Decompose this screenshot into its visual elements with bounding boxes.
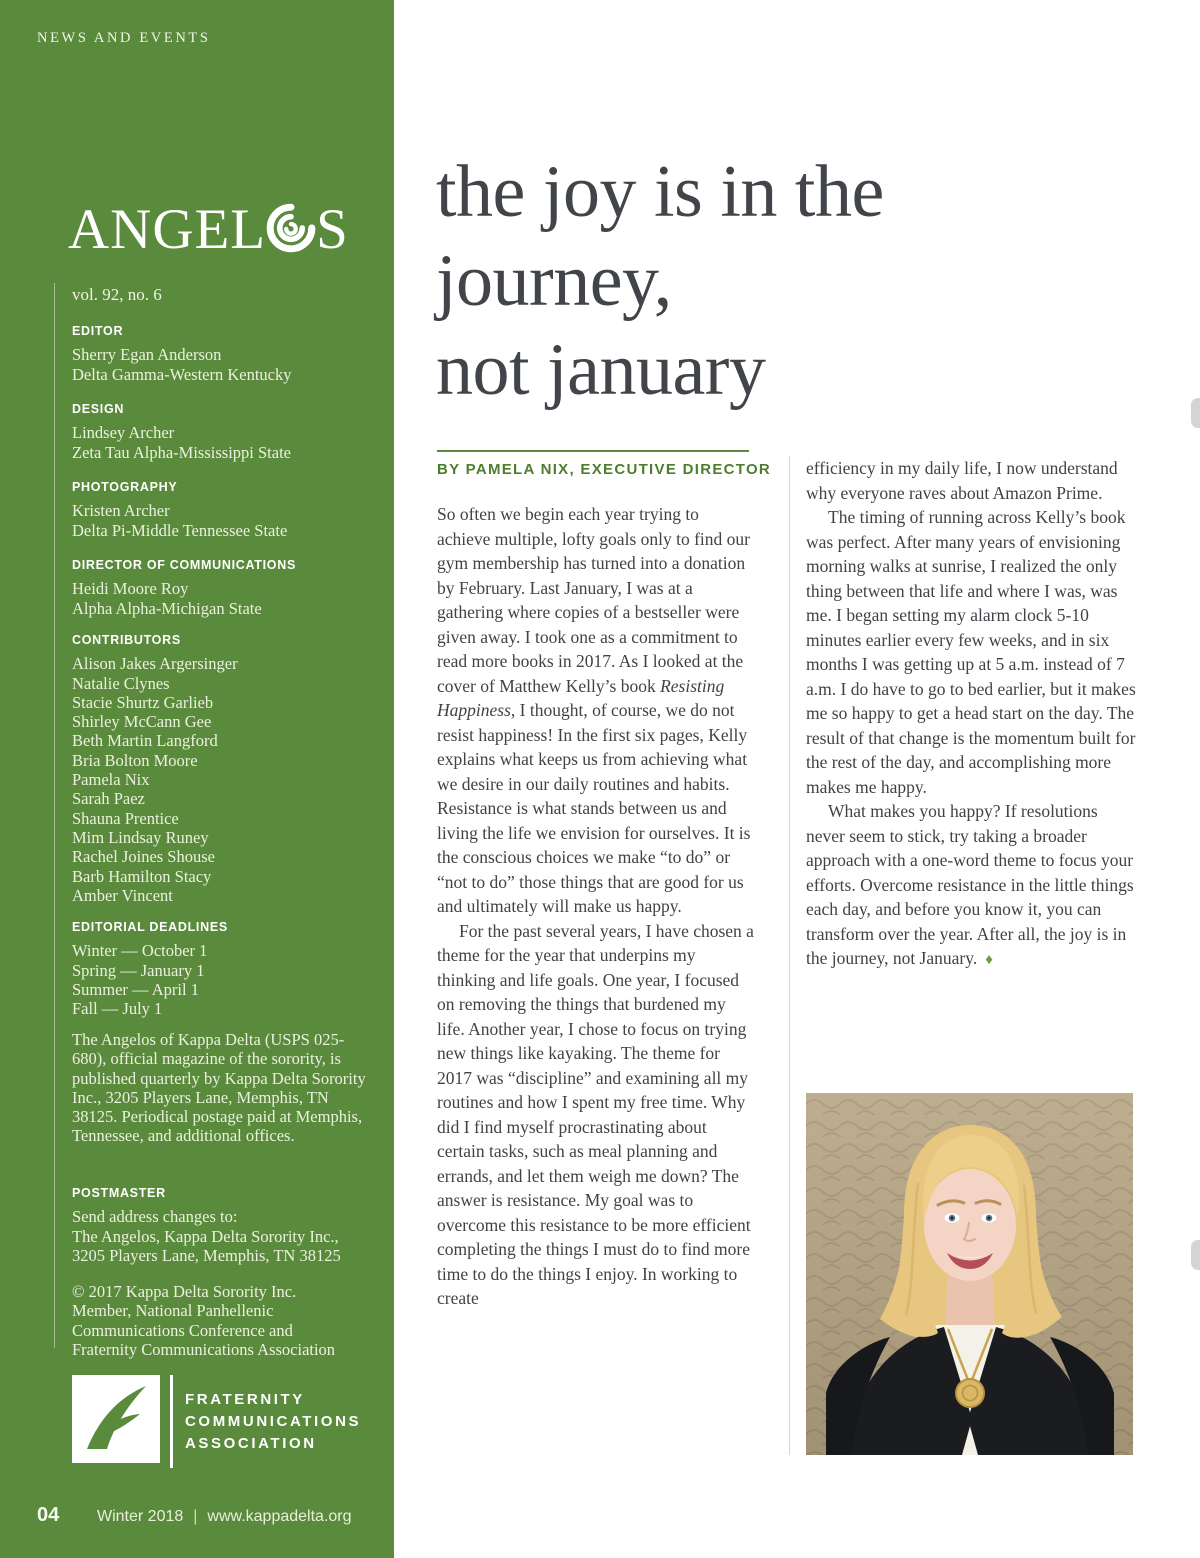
editor-name: Sherry Egan Anderson bbox=[72, 345, 222, 365]
paragraph-text: What makes you happy? If resolutions never seem to stick, try taking a broader approach with a one-word theme to focus your efforts. Overcome resistance in the little things each day, and before you know it, you can transform over the year. After all, the joy is in the journey, not January. bbox=[806, 801, 1134, 968]
masthead-left-rule bbox=[54, 283, 55, 1348]
masthead-editor-block bbox=[72, 322, 374, 384]
page-edge-tab[interactable] bbox=[1191, 1240, 1200, 1270]
editor-label: EDITOR bbox=[72, 324, 124, 338]
editor-chapter: Delta Gamma-Western Kentucky bbox=[72, 364, 292, 384]
contributor-name: Shirley McCann Gee bbox=[72, 712, 212, 732]
masthead-communications-block bbox=[72, 556, 374, 618]
section-kicker: NEWS AND EVENTS bbox=[37, 30, 211, 46]
article-column-1 bbox=[437, 502, 756, 1311]
end-of-article-diamond-icon: ♦ bbox=[985, 952, 993, 968]
fraternity-communications-association-logo bbox=[72, 1375, 361, 1468]
deadline-winter: Winter — October 1 bbox=[72, 941, 208, 961]
contributor-name: Stacie Shurtz Garlieb bbox=[72, 692, 214, 712]
photography-label: PHOTOGRAPHY bbox=[72, 480, 178, 494]
masthead-design-block bbox=[72, 400, 374, 462]
contributor-name: Bria Bolton Moore bbox=[72, 750, 198, 770]
deadline-summer: Summer — April 1 bbox=[72, 979, 199, 999]
body-paragraph: The timing of running across Kelly’s book was perfect. After many years of envisioning morning walks at sunrise, I realized the only thing between that life and where I was, was me. I began setting my alarm clock 5-10 minutes earlier every few weeks, and in six months I was getting up at 5 a.m. instead of 7 a.m. I do have to go to bed earlier, but it makes me so happy to get a head start on the day. The result of that change is the momentum built for the rest of the day, and accomplishing more makes me happy. bbox=[806, 507, 1136, 797]
communications-chapter: Alpha Alpha-Michigan State bbox=[72, 598, 262, 618]
contributors-label: CONTRIBUTORS bbox=[72, 633, 181, 647]
contributor-name: Amber Vincent bbox=[72, 885, 173, 905]
copyright-line: Member, National Panhellenic bbox=[72, 1301, 274, 1321]
footer-issue-line bbox=[97, 1508, 352, 1526]
postmaster-line: Send address changes to: bbox=[72, 1207, 238, 1227]
pamela-nix-portrait-photo bbox=[806, 1093, 1133, 1455]
contributor-name: Mim Lindsay Runey bbox=[72, 827, 209, 847]
design-chapter: Zeta Tau Alpha-Mississippi State bbox=[72, 442, 291, 462]
issue-label: Winter 2018 bbox=[97, 1508, 184, 1525]
article-title bbox=[436, 148, 884, 415]
masthead-deadlines-block bbox=[72, 918, 374, 1018]
title-line: not january bbox=[436, 329, 766, 411]
fca-divider-bar bbox=[170, 1375, 173, 1468]
postmaster-line: 3205 Players Lane, Memphis, TN 38125 bbox=[72, 1245, 341, 1265]
masthead-photography-block bbox=[72, 478, 374, 540]
deadline-fall: Fall — July 1 bbox=[72, 999, 163, 1019]
design-name: Lindsey Archer bbox=[72, 423, 175, 443]
article-column-2 bbox=[806, 456, 1137, 973]
contributor-name: Rachel Joines Shouse bbox=[72, 847, 215, 867]
body-paragraph: For the past several years, I have chosen a theme for the year that underpins my thinking and life goals. One year, I focused on removing the things that burdened my life. Another year, I chose to focus on trying new things like kayaking. The theme for 2017 was “discipline” and examining all my routines and how I spent my free time. Why did I find myself procrastinating about certain tasks, such as meal planning and errands, and let them weigh me down? The answer is resistance. My goal was to overcome this resistance to be more efficient completing the things I must do to find more time to do the things I enjoy. In working to create bbox=[437, 920, 754, 1308]
page-number: 04 bbox=[37, 1504, 60, 1526]
contributor-name: Alison Jakes Argersinger bbox=[72, 654, 238, 674]
article-byline: BY PAMELA NIX, EXECUTIVE DIRECTOR bbox=[437, 461, 772, 478]
copyright-line: Fraternity Communications Association bbox=[72, 1339, 336, 1359]
copyright-block bbox=[72, 1282, 374, 1359]
angelos-logo bbox=[68, 200, 349, 266]
photography-name: Kristen Archer bbox=[72, 501, 170, 521]
body-paragraph bbox=[806, 799, 1137, 973]
copyright-line: Communications Conference and bbox=[72, 1320, 293, 1340]
postmaster-block bbox=[72, 1184, 374, 1265]
contributor-name: Shauna Prentice bbox=[72, 808, 179, 828]
book-title: Resisting Happiness bbox=[437, 675, 725, 720]
contributor-name: Sarah Paez bbox=[72, 789, 145, 809]
photography-chapter: Delta Pi-Middle Tennessee State bbox=[72, 520, 288, 540]
title-line: the joy is in the bbox=[436, 151, 884, 233]
sidebar-masthead bbox=[0, 0, 394, 1558]
contributor-name: Natalie Clynes bbox=[72, 673, 170, 693]
contributor-name: Barb Hamilton Stacy bbox=[72, 866, 212, 886]
fca-word: FRATERNITY bbox=[185, 1390, 305, 1408]
communications-label: DIRECTOR OF COMMUNICATIONS bbox=[72, 558, 296, 572]
deadline-spring: Spring — January 1 bbox=[72, 960, 205, 980]
design-label: DESIGN bbox=[72, 402, 125, 416]
column-divider bbox=[789, 456, 790, 1455]
title-line: journey, bbox=[436, 240, 672, 322]
contributor-name: Beth Martin Langford bbox=[72, 731, 218, 751]
fca-word: ASSOCIATION bbox=[185, 1434, 317, 1452]
copyright-line: © 2017 Kappa Delta Sorority Inc. bbox=[72, 1282, 297, 1301]
contributor-name: Pamela Nix bbox=[72, 770, 150, 790]
paragraph-text: So often we begin each year trying to achieve multiple, lofty goals only to find our gym membership has turned into a donation by February. Last January, I was at a gathering where copies of a bestseller were given away. I took one as a commitment to read more books in 2017. As I looked at the cover of Matthew Kelly’s book bbox=[437, 504, 750, 696]
postmaster-line: The Angelos, Kappa Delta Sorority Inc., bbox=[72, 1226, 339, 1246]
body-paragraph: efficiency in my daily life, I now understand why everyone raves about Amazon Prime. bbox=[806, 458, 1118, 503]
paragraph-text: , I thought, of course, we do not resist happiness! In the first six pages, Kelly explains what keeps us from achieving what we desire in our daily routines and habits. Resistance is what stands between us and living the life we envision for ourselves. It is the conscious choices we make “to do” or “not to do” those things that are good for us and ultimately will make us happy. bbox=[437, 700, 751, 916]
website-link[interactable]: www.kappadelta.org bbox=[207, 1508, 352, 1525]
byline-rule bbox=[437, 450, 749, 452]
fca-word: COMMUNICATIONS bbox=[185, 1412, 362, 1430]
volume-number: vol. 92, no. 6 bbox=[72, 285, 162, 304]
angelos-logo-text-pre: ANGEL bbox=[68, 198, 267, 261]
body-paragraph bbox=[437, 502, 756, 919]
rose-icon bbox=[265, 202, 317, 266]
deadlines-label: EDITORIAL DEADLINES bbox=[72, 920, 228, 934]
communications-name: Heidi Moore Roy bbox=[72, 579, 189, 599]
publication-note: The Angelos of Kappa Delta (USPS 025-680), official magazine of the sorority, is published quarterly by Kappa Delta Sorority Inc., 3205 Players Lane, Memphis, TN 38125. Periodical postage paid at Memphis, Tennessee, and additional offices. bbox=[72, 1030, 366, 1146]
postmaster-label: POSTMASTER bbox=[72, 1186, 166, 1200]
footer-separator: | bbox=[193, 1508, 198, 1525]
fca-leaf-icon bbox=[72, 1375, 160, 1468]
angelos-logo-text-post: S bbox=[316, 198, 349, 261]
page-edge-tab[interactable] bbox=[1191, 398, 1200, 428]
masthead-contributors-block bbox=[72, 631, 374, 905]
